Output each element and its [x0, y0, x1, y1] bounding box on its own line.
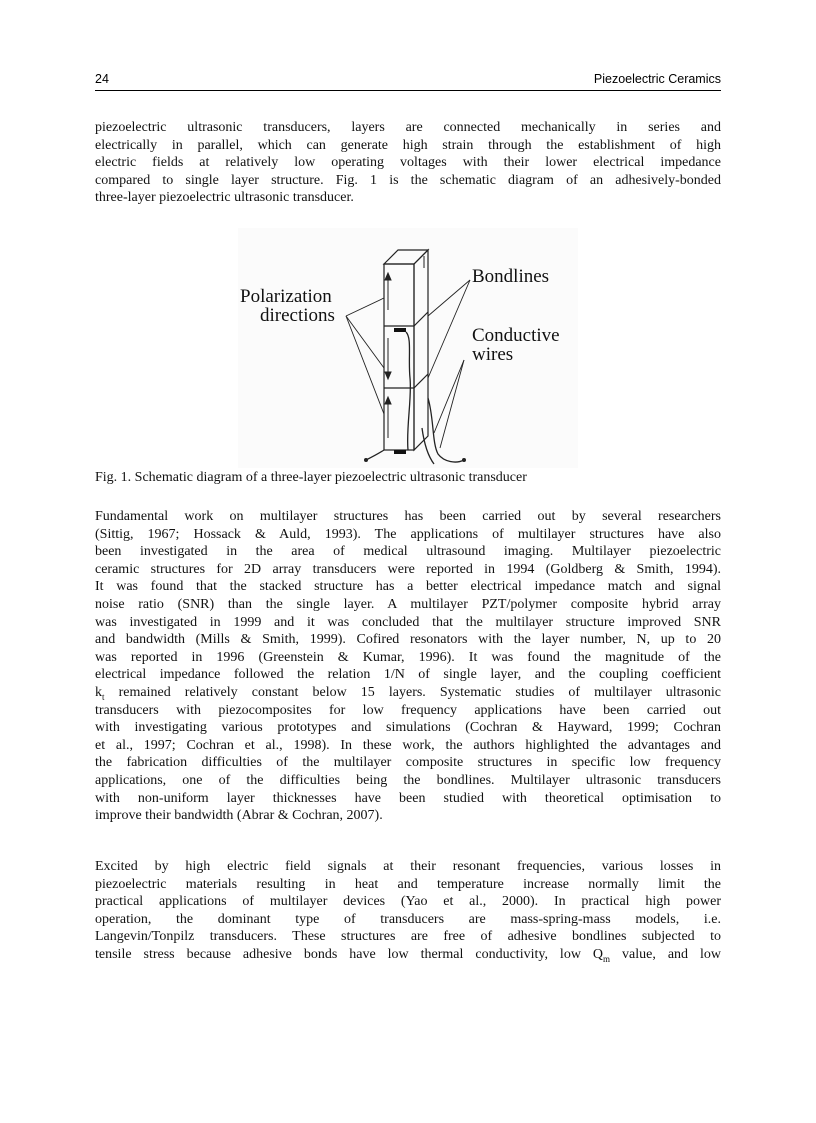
text-line: been investigated in the area of medical ultrasound imaging. Multilayer piezoelectric — [95, 544, 721, 560]
text-line: Excited by high electric field signals at their resonant frequencies, various losses in — [95, 859, 721, 874]
text-line: operation, the dominant type of transducers are mass-spring-mass models, i.e. — [95, 911, 721, 927]
kt-subscript: t — [102, 691, 105, 702]
text-line: Fundamental work on multilayer structures has been carried out by several researchers — [95, 509, 721, 524]
label-bondlines: Bondlines — [472, 266, 550, 287]
qm-subscript: m — [603, 953, 611, 964]
electrode-tab — [394, 450, 406, 454]
text-line: practical applications of multilayer devices (Yao et al., 2000). In practical high power — [95, 894, 721, 910]
text-line: the fabrication difficulties of the multilayer composite structures in specific low frequency — [95, 755, 721, 771]
text-line: with non-uniform layer thicknesses have been studied with theoretical optimisation to — [95, 790, 721, 806]
electrode-tab — [394, 328, 406, 332]
label-polarization: Polarization — [240, 286, 332, 307]
paragraph-1 — [95, 119, 721, 207]
text-line: piezoelectric ultrasonic transducers, layers are connected mechanically in series and — [95, 120, 721, 135]
text-line: ceramic structures for 2D array transducers were reported in 1994 (Goldberg & Smith, 1994). — [95, 561, 721, 577]
text-line: compared to single layer structure. Fig. 1 is the schematic diagram of an adhesively-bonded — [95, 172, 721, 188]
text-line: was investigated in 1999 and it was concluded that the multilayer structure improved SNR — [95, 614, 721, 630]
paragraph-3 — [95, 858, 721, 964]
text-line-kt — [95, 684, 721, 702]
paragraph-2 — [95, 508, 721, 825]
text-line: improve their bandwidth (Abrar & Cochran, 2007). — [95, 808, 383, 824]
text-line: applications, one of the difficulties being the bondlines. Multilayer ultrasonic transducers — [95, 772, 721, 788]
label-wires: wires — [472, 344, 514, 365]
kt-symbol: k — [95, 684, 102, 700]
wire-end — [462, 458, 466, 462]
text-line: piezoelectric materials resulting in heat and temperature increase normally limit the — [95, 876, 721, 892]
transducer-diagram — [238, 228, 578, 468]
text-line: It was found that the stacked structure has a better electrical impedance match and signal — [95, 579, 721, 595]
text-line: (Sittig, 1967; Hossack & Auld, 1993). The applications of multilayer structures have also — [95, 526, 721, 542]
qm-line-start: tensile stress because adhesive bonds have low thermal conductivity, low Q — [95, 946, 604, 962]
label-directions: directions — [260, 305, 335, 326]
text-line: and bandwidth (Mills & Smith, 1999). Cofired resonators with the layer number, N, up to 20 — [95, 632, 721, 648]
text-line: transducers with piezocomposites for low frequency applications have been carried out — [95, 702, 721, 718]
figure-1 — [238, 228, 578, 468]
running-header — [95, 70, 721, 91]
text-line: with investigating various prototypes and simulations (Cochran & Hayward, 1999; Cochran — [95, 720, 721, 736]
figure-caption: Fig. 1. Schematic diagram of a three-layer piezoelectric ultrasonic transducer — [95, 470, 527, 485]
wire-end — [364, 458, 368, 462]
text-line: et al., 1997; Cochran et al., 1998). In these work, the authors highlighted the advantages and — [95, 737, 721, 753]
text-line: electric fields at relatively low operating voltages with their lower electrical impedance — [95, 155, 721, 171]
text-line: Langevin/Tonpilz transducers. These structures are free of adhesive bondlines subjected to — [95, 929, 721, 945]
text-line: electrically in parallel, which can generate high strain through the establishment of high — [95, 137, 721, 153]
kt-line-rest: remained relatively constant below 15 layers. Systematic studies of multilayer ultrasonic — [104, 684, 721, 700]
qm-line-rest: value, and low — [610, 946, 722, 962]
label-conductive: Conductive — [472, 325, 560, 346]
running-title: Piezoelectric Ceramics — [593, 72, 721, 86]
text-line: noise ratio (SNR) than the single layer. A multilayer PZT/polymer composite hybrid array — [95, 596, 721, 612]
text-line-qm — [95, 946, 721, 964]
text-line: was reported in 1996 (Greenstein & Kumar, 1996). It was found the magnitude of the — [95, 649, 721, 665]
page-number: 24 — [95, 72, 109, 86]
text-line: three-layer piezoelectric ultrasonic transducer. — [95, 190, 354, 206]
text-line: electrical impedance followed the relation 1/N of single layer, and the coupling coefficient — [95, 667, 721, 683]
